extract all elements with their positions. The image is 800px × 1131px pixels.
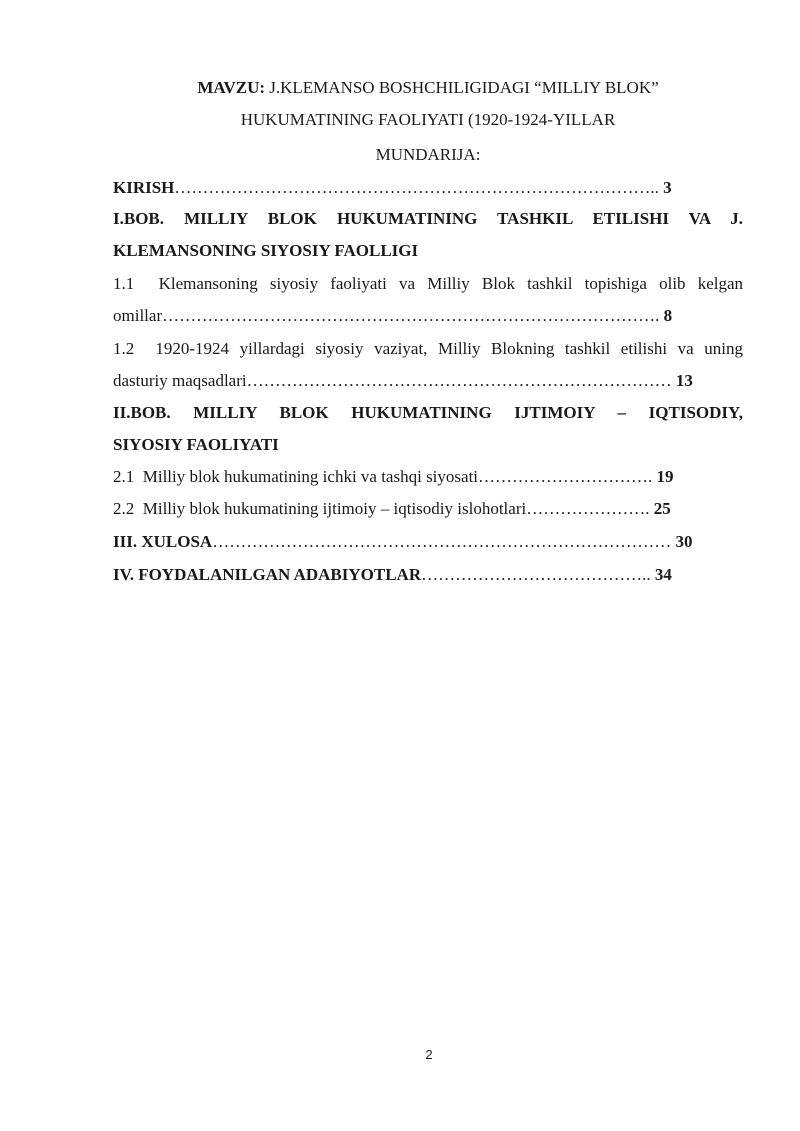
toc-page-number: 34 [654,565,672,584]
toc-leader-dots: ……………………………………………………………………………. [162,306,664,325]
toc-section-2-1 [113,467,743,487]
toc-section-1-1-line-2 [113,306,743,326]
toc-entry-title: IV. FOYDALANILGAN ADABIYOTLAR [113,565,422,584]
page-number: 2 [425,1047,433,1062]
toc-section-title: Klemansoning siyosiy faoliyati va Milliy Blok tashkil topishiga olib kelgan [158,274,743,293]
toc-section-number: 1.1 [113,274,135,293]
toc-heading: MUNDARIJA: [375,145,481,164]
toc-entry-title: III. XULOSA [113,532,213,551]
toc-leader-dots: …………………. [526,499,654,518]
toc-page-number: 8 [663,306,673,325]
toc-leader-dots: ………………………………………………………………… [246,371,676,390]
toc-leader-dots: …………………………. [478,467,657,486]
toc-entry-adabiyotlar [113,565,743,585]
toc-section-title-cont: dasturiy maqsadlari [113,371,247,390]
toc-chapter-2-line-1: II.BOB. MILLIY BLOK HUKUMATINING IJTIMOIY – IQTISODIY, [113,403,743,422]
toc-leader-dots: ……………………………………………………………………… [212,532,672,551]
toc-section-title: Milliy blok hukumatining ichki va tashqi siyosati [142,467,479,486]
toc-section-title: Milliy blok hukumatining ijtimoiy – iqtisodiy islohotlari [142,499,527,518]
toc-section-1-2-line-2 [113,371,743,391]
topic-label: MAVZU: [197,78,266,97]
toc-page-number: 25 [653,499,671,518]
title-line-2: HUKUMATINING FAOLIYATI (1920-1924-YILLAR [240,110,616,129]
toc-page-number: 30 [671,532,693,551]
toc-entry-title: KIRISH [113,178,175,197]
toc-entry-xulosa [113,532,743,552]
toc-chapter-2-line-2: SIYOSIY FAOLIYATI [113,435,279,454]
title-line-1 [113,78,743,98]
toc-leader-dots: ………………………………………………………………………….. [174,178,664,197]
toc-section-number: 2.1 [113,467,135,486]
title-text-1: J.KLEMANSO BOSHCHILIGIDAGI “MILLIY BLOK” [269,78,659,97]
toc-section-2-2 [113,499,743,519]
toc-chapter-1-line-2: KLEMANSONING SIYOSIY FAOLLIGI [113,241,419,260]
toc-page-number: 3 [663,178,672,197]
toc-section-1-1-line-1 [113,274,743,294]
toc-section-title-cont: omillar [113,306,163,325]
toc-page-number: 13 [675,371,693,390]
toc-leader-dots: ………………………………….. [421,565,655,584]
toc-page-number: 19 [656,467,674,486]
toc-chapter-1-line-1: I.BOB. MILLIY BLOK HUKUMATINING TASHKIL ETILISHI VA J. [113,209,743,228]
toc-section-number: 1.2 [113,339,135,358]
toc-section-1-2-line-1 [113,339,743,359]
toc-section-number: 2.2 [113,499,135,518]
toc-entry-kirish [113,178,743,198]
toc-section-title: 1920-1924 yillardagi siyosiy vaziyat, Milliy Blokning tashkil etilishi va uning [155,339,743,358]
